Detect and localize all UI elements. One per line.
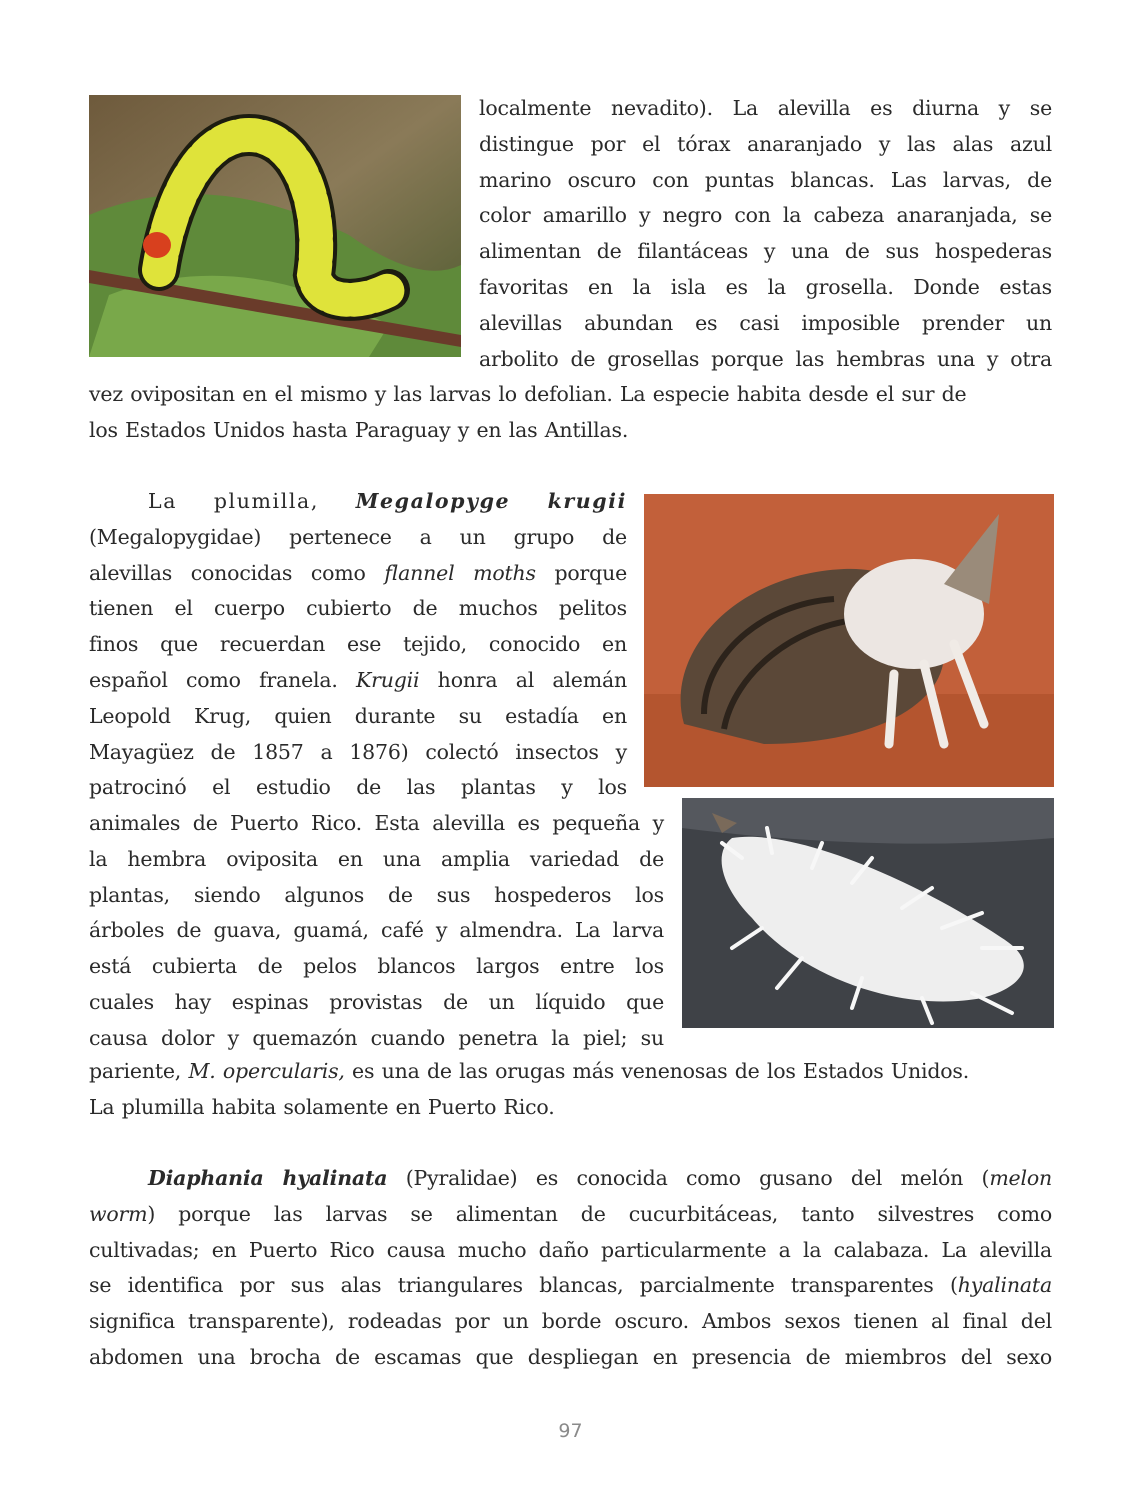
text-line: se identifica por sus alas triangulares blancas, parcialmente transparentes ( — [89, 1273, 958, 1298]
text-line: animales de Puerto Rico. Esta alevilla es pequeña y — [89, 811, 664, 835]
text-line: vez ovipositan en el mismo y las larvas lo defolian. La especie habita desde el sur de — [89, 382, 967, 406]
text-line: tienen el cuerpo cubierto de muchos pelitos — [89, 596, 627, 621]
page-number: 97 — [558, 1420, 583, 1442]
text-line: cuales hay espinas provistas de un líquido que — [89, 989, 664, 1014]
text-line: ) porque las larvas se alimentan de cucurbitáceas, tanto silvestres como — [147, 1201, 1052, 1226]
text-line: plantas, siendo algunos de sus hospederos los — [89, 882, 664, 907]
text-line: abdomen una brocha de escamas que despliegan en presencia de miembros del sexo — [89, 1344, 1052, 1369]
text-line: La plumilla habita solamente en Puerto Rico. — [89, 1094, 555, 1119]
italic-term: worm — [89, 1201, 148, 1226]
italic-term: Krugii — [356, 667, 420, 692]
italic-term: melon — [989, 1166, 1052, 1190]
text-line: localmente nevadito). La alevilla es diurna y se — [479, 96, 1052, 120]
text-line: color amarillo y negro con la cabeza anaranjada, se — [479, 203, 1052, 228]
text-line: alevillas conocidas como — [89, 560, 385, 585]
hairy-larva-photo-icon — [682, 798, 1054, 1028]
text-line: arbolito de grosellas porque las hembras una y otra — [479, 346, 1052, 371]
text-line: favoritas en la isla es la grosella. Donde estas — [479, 274, 1052, 299]
text-line: está cubierta de pelos blancos largos entre los — [89, 954, 664, 979]
text-line: alevillas abundan es casi imposible prender un — [479, 310, 1052, 335]
species-name: Megalopyge krugii — [355, 489, 627, 513]
text-line: español como franela. — [89, 667, 357, 692]
species-name: Diaphania hyalinata — [148, 1166, 388, 1190]
text-line: (Pyralidae) es conocida como gusano del melón ( — [387, 1166, 990, 1190]
text-line: porque — [535, 560, 628, 585]
text-line: significa transparente), rodeadas por un borde oscuro. Ambos sexos tienen al final del — [89, 1309, 1052, 1334]
paragraph-diaphania — [89, 1161, 1052, 1376]
paragraph-alevilla-wrap — [479, 91, 1052, 377]
text-line: los Estados Unidos hasta Paraguay y en las Antillas. — [89, 417, 629, 442]
text-line: La plumilla, — [148, 489, 356, 513]
text-line: causa dolor y quemazón cuando penetra la piel; su — [89, 1025, 664, 1050]
text-line: distingue por el tórax anaranjado y las alas azul — [479, 131, 1052, 156]
caterpillar-photo-icon — [89, 95, 461, 357]
italic-term: flannel moths — [384, 560, 536, 585]
text-line: finos que recuerdan ese tejido, conocido en — [89, 632, 627, 657]
caterpillar-photo — [89, 95, 461, 357]
text-line: patrocinó el estudio de las plantas y los — [89, 775, 627, 800]
text-line: Leopold Krug, quien durante su estadía en — [89, 703, 627, 728]
italic-term: M. opercularis, — [188, 1059, 345, 1083]
hairy-larva-photo — [682, 798, 1054, 1028]
text-line: pariente, — [89, 1059, 189, 1083]
paragraph-plumilla-full — [89, 1054, 1052, 1126]
paragraph-plumilla-narrow — [89, 484, 627, 806]
text-line: Mayagüez de 1857 a 1876) colectó insectos y — [89, 739, 627, 764]
paragraph-plumilla-mid — [89, 806, 664, 1057]
text-line: alimentan de filantáceas y una de sus hospederas — [479, 239, 1052, 264]
moth-photo-icon — [644, 494, 1054, 787]
moth-photo — [644, 494, 1054, 787]
text-line: es una de las orugas más venenosas de los Estados Unidos. — [344, 1059, 970, 1083]
text-line: cultivadas; en Puerto Rico causa mucho daño particularmente a la calabaza. La alevilla — [89, 1237, 1052, 1262]
text-line: marino oscuro con puntas blancas. Las larvas, de — [479, 167, 1052, 192]
text-line: árboles de guava, guamá, café y almendra. La larva — [89, 918, 664, 943]
paragraph-alevilla-full — [89, 377, 1052, 449]
text-line: (Megalopygidae) pertenece a un grupo de — [89, 524, 627, 549]
text-line: la hembra oviposita en una amplia variedad de — [89, 846, 664, 871]
text-line: honra al alemán — [419, 667, 627, 692]
italic-term: hyalinata — [957, 1273, 1052, 1298]
